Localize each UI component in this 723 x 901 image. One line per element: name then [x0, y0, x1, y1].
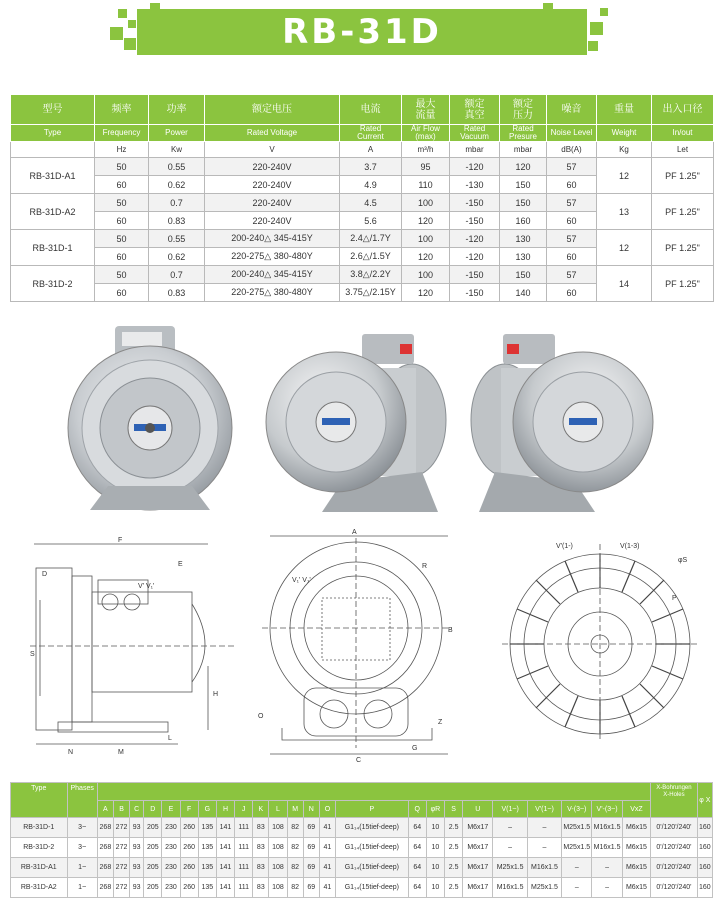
dim-row [11, 838, 713, 858]
spec-table [10, 94, 714, 302]
dim-col: Q [408, 801, 426, 818]
dim-col-xholes: X-Bohrungen X-Holes [651, 783, 697, 818]
dim-value-cell: 141 [216, 818, 234, 838]
dimension-table [10, 782, 713, 898]
dim-value-cell: 141 [216, 858, 234, 878]
dim-col-phi: φ X [697, 783, 712, 818]
dim-value-cell: 108 [269, 878, 287, 898]
flow-cell: 110 [402, 176, 450, 194]
noise-cell: 57 [547, 194, 597, 212]
power-cell: 0.55 [149, 158, 205, 176]
unit-cell: V [205, 142, 340, 158]
flow-cell: 120 [402, 284, 450, 302]
col-header-en: Power [149, 125, 205, 142]
dim-col: J [235, 801, 253, 818]
dim-value-cell: 205 [144, 878, 162, 898]
dim-value-cell: 260 [180, 878, 198, 898]
side-view-drawing [28, 536, 236, 758]
dim-type-cell: RB-31D-2 [11, 838, 68, 858]
unit-cell [11, 142, 95, 158]
dim-value-cell: 10 [426, 818, 444, 838]
dim-label: V₁' V₁' [292, 577, 311, 584]
flow-cell: 100 [402, 266, 450, 284]
voltage-cell: 220-240V [205, 212, 340, 230]
dim-value-cell: M6x15 [622, 858, 651, 878]
power-cell: 0.7 [149, 266, 205, 284]
dim-value-cell: 64 [408, 818, 426, 838]
blower-front-photo [60, 318, 240, 514]
dim-label: H [213, 691, 219, 698]
current-cell: 3.75△/2.15Y [340, 284, 402, 302]
dim-value-cell: M6x15 [622, 838, 651, 858]
dim-holes-cell: 0'/120'/240' [651, 818, 697, 838]
dim-label: A [352, 529, 357, 536]
model-type: RB-31D-1 [11, 230, 95, 266]
dim-value-cell: 135 [198, 858, 216, 878]
inout-cell: PF 1.25" [652, 194, 714, 230]
dim-label: F [118, 537, 123, 544]
freq-cell: 60 [95, 212, 149, 230]
dim-label: M [118, 749, 124, 756]
dim-value-cell: 108 [269, 858, 287, 878]
pressure-cell: 150 [500, 194, 547, 212]
dim-value-cell: 268 [97, 858, 113, 878]
dim-label: V' V₁' [138, 583, 155, 590]
vacuum-cell: -120 [450, 230, 500, 248]
dim-value-cell: 135 [198, 878, 216, 898]
col-header-en: Rated Current [340, 125, 402, 142]
dim-col-type: Type [11, 783, 68, 818]
col-header-cn: 额定电压 [205, 95, 340, 125]
spec-header-cn [11, 95, 714, 125]
dim-value-cell: M25x1.5 [527, 878, 561, 898]
dim-value-cell: 83 [253, 878, 269, 898]
dim-value-cell: 82 [287, 878, 303, 898]
voltage-cell: 220-240V [205, 176, 340, 194]
col-header-cn: 额定 真空 [450, 95, 500, 125]
front-view-drawing [252, 528, 464, 764]
dim-value-cell: 108 [269, 818, 287, 838]
pressure-cell: 120 [500, 158, 547, 176]
dim-value-cell: M25x1.5 [562, 818, 592, 838]
flow-cell: 120 [402, 212, 450, 230]
dim-phases-cell: 3~ [67, 838, 97, 858]
model-type: RB-31D-A2 [11, 194, 95, 230]
dim-value-cell: M6x15 [622, 878, 651, 898]
unit-cell: Hz [95, 142, 149, 158]
dim-col: A [97, 801, 113, 818]
current-cell: 4.5 [340, 194, 402, 212]
weight-cell: 13 [597, 194, 652, 230]
dim-value-cell: 2.5 [445, 838, 463, 858]
dim-label: E [178, 561, 183, 568]
unit-cell: dB(A) [547, 142, 597, 158]
dim-value-cell: 108 [269, 838, 287, 858]
weight-cell: 14 [597, 266, 652, 302]
dim-value-cell: 272 [113, 838, 129, 858]
spec-row [11, 266, 714, 284]
dim-col: H [216, 801, 234, 818]
spec-row [11, 230, 714, 248]
col-header-en: Frequency [95, 125, 149, 142]
dim-value-cell: 272 [113, 878, 129, 898]
power-cell: 0.55 [149, 230, 205, 248]
dim-value-cell: 141 [216, 878, 234, 898]
unit-cell: mbar [450, 142, 500, 158]
dim-value-cell: 272 [113, 858, 129, 878]
dim-label: L [168, 735, 172, 742]
dim-value-cell: 135 [198, 838, 216, 858]
dim-value-cell: 41 [319, 878, 335, 898]
dim-type-cell: RB-31D-A2 [11, 878, 68, 898]
dim-value-cell: 93 [130, 858, 144, 878]
dim-value-cell: – [592, 878, 622, 898]
noise-cell: 60 [547, 284, 597, 302]
dim-value-cell: 205 [144, 838, 162, 858]
dim-value-cell: 111 [235, 818, 253, 838]
dim-value-cell: 69 [303, 818, 319, 838]
voltage-cell: 200-240△ 345-415Y [205, 230, 340, 248]
col-header-cn: 重量 [597, 95, 652, 125]
dim-col: K [253, 801, 269, 818]
unit-cell: Kw [149, 142, 205, 158]
dim-value-cell: – [592, 858, 622, 878]
dim-value-cell: G1₁₄(15tief-deep) [335, 878, 408, 898]
dim-phases-cell: 1~ [67, 878, 97, 898]
vacuum-cell: -120 [450, 248, 500, 266]
dim-value-cell: 82 [287, 838, 303, 858]
dim-value-cell: 2.5 [445, 878, 463, 898]
noise-cell: 57 [547, 158, 597, 176]
dim-value-cell: 260 [180, 818, 198, 838]
model-type: RB-31D-2 [11, 266, 95, 302]
dim-value-cell: 268 [97, 878, 113, 898]
dim-col: B [113, 801, 129, 818]
dim-label: N [68, 749, 74, 756]
dim-col: L [269, 801, 287, 818]
dim-value-cell: M25x1.5 [562, 838, 592, 858]
voltage-cell: 220-240V [205, 158, 340, 176]
dim-label: P [672, 595, 677, 602]
dim-value-cell: 64 [408, 878, 426, 898]
dim-value-cell: 260 [180, 858, 198, 878]
col-header-cn: 型号 [11, 95, 95, 125]
power-cell: 0.62 [149, 176, 205, 194]
dim-value-cell: 272 [113, 818, 129, 838]
dim-label: G [412, 745, 418, 752]
freq-cell: 60 [95, 284, 149, 302]
dim-value-cell: 230 [162, 818, 180, 838]
model-type: RB-31D-A1 [11, 158, 95, 194]
dim-label: Z [438, 719, 443, 726]
col-header-cn: 频率 [95, 95, 149, 125]
dim-value-cell: 205 [144, 818, 162, 838]
dim-value-cell: M6x15 [622, 818, 651, 838]
dim-col-phases: Phases [67, 783, 97, 818]
dim-value-cell: 2.5 [445, 858, 463, 878]
dim-value-cell: 230 [162, 858, 180, 878]
dim-value-cell: – [493, 818, 527, 838]
dim-col: φR [426, 801, 444, 818]
pressure-cell: 130 [500, 230, 547, 248]
dim-label: R [422, 563, 428, 570]
col-header-cn: 噪音 [547, 95, 597, 125]
dim-value-cell: M16x1.5 [527, 858, 561, 878]
col-header-cn: 额定 压力 [500, 95, 547, 125]
dim-col: P [335, 801, 408, 818]
freq-cell: 60 [95, 248, 149, 266]
current-cell: 5.6 [340, 212, 402, 230]
voltage-cell: 220-275△ 380-480Y [205, 284, 340, 302]
dim-value-cell: 93 [130, 838, 144, 858]
dim-header-row [11, 801, 713, 818]
dim-value-cell: G1₁₄(15tief-deep) [335, 818, 408, 838]
spec-row [11, 194, 714, 212]
dim-value-cell: 260 [180, 838, 198, 858]
dim-col: C [130, 801, 144, 818]
noise-cell: 57 [547, 266, 597, 284]
dim-value-cell: M25x1.5 [493, 858, 527, 878]
dim-label: φS [678, 557, 688, 564]
rear-view-drawing [502, 540, 698, 740]
dim-value-cell: 135 [198, 818, 216, 838]
dim-label: O [258, 713, 264, 720]
dim-value-cell: 111 [235, 838, 253, 858]
dim-value-cell: G1₁₄(15tief-deep) [335, 838, 408, 858]
pressure-cell: 150 [500, 266, 547, 284]
page-title: RB-31D [282, 12, 442, 52]
col-header-cn: 功率 [149, 95, 205, 125]
dim-value-cell: 10 [426, 878, 444, 898]
col-header-cn: 最大 流量 [402, 95, 450, 125]
unit-cell: Let [652, 142, 714, 158]
dim-col: S [445, 801, 463, 818]
dim-value-cell: 41 [319, 858, 335, 878]
dim-col: V-(3~) [562, 801, 592, 818]
dim-holes-cell: 0'/120'/240' [651, 838, 697, 858]
current-cell: 2.4△/1.7Y [340, 230, 402, 248]
dim-value-cell: 83 [253, 818, 269, 838]
dim-row [11, 818, 713, 838]
current-cell: 3.8△/2.2Y [340, 266, 402, 284]
dim-value-cell: 230 [162, 878, 180, 898]
vacuum-cell: -150 [450, 266, 500, 284]
pressure-cell: 150 [500, 176, 547, 194]
dim-value-cell: – [527, 818, 561, 838]
dim-label: D [42, 571, 48, 578]
dim-row [11, 858, 713, 878]
dim-value-cell: – [527, 838, 561, 858]
dim-value-cell: 41 [319, 818, 335, 838]
dim-col: V(1~) [493, 801, 527, 818]
dim-value-cell: 69 [303, 878, 319, 898]
dim-label: C [356, 757, 362, 764]
dim-value-cell: 64 [408, 838, 426, 858]
unit-cell: A [340, 142, 402, 158]
col-header-en: Type [11, 125, 95, 142]
col-header-en: Weight [597, 125, 652, 142]
dim-value-cell: G1₁₄(15tief-deep) [335, 858, 408, 878]
spec-row [11, 158, 714, 176]
dim-value-cell: M16x1.5 [592, 818, 622, 838]
dim-phases-cell: 1~ [67, 858, 97, 878]
dim-value-cell: 10 [426, 858, 444, 878]
dim-col: U [463, 801, 493, 818]
vacuum-cell: -150 [450, 212, 500, 230]
dim-value-cell: 82 [287, 818, 303, 838]
col-header-en: Noise Level [547, 125, 597, 142]
dim-col: D [144, 801, 162, 818]
inout-cell: PF 1.25" [652, 266, 714, 302]
dim-col: O [319, 801, 335, 818]
vacuum-cell: -120 [450, 158, 500, 176]
dim-value-cell: – [562, 858, 592, 878]
dim-holes-cell: 0'/120'/240' [651, 858, 697, 878]
power-cell: 0.7 [149, 194, 205, 212]
dim-row [11, 878, 713, 898]
unit-cell: m³/h [402, 142, 450, 158]
dim-value-cell: M6x17 [463, 838, 493, 858]
dim-label: V(1-3) [620, 543, 640, 550]
voltage-cell: 200-240△ 345-415Y [205, 266, 340, 284]
dim-value-cell: 268 [97, 838, 113, 858]
dim-value-cell: 268 [97, 818, 113, 838]
noise-cell: 60 [547, 212, 597, 230]
vacuum-cell: -150 [450, 194, 500, 212]
current-cell: 4.9 [340, 176, 402, 194]
dim-value-cell: 205 [144, 858, 162, 878]
dim-value-cell: – [562, 878, 592, 898]
dim-value-cell: 93 [130, 818, 144, 838]
noise-cell: 57 [547, 230, 597, 248]
vacuum-cell: -150 [450, 284, 500, 302]
pressure-cell: 160 [500, 212, 547, 230]
col-header-en: Rated Voltage [205, 125, 340, 142]
dim-phi-cell: 160 [697, 858, 712, 878]
dim-col: V'-(3~) [592, 801, 622, 818]
current-cell: 2.6△/1.5Y [340, 248, 402, 266]
weight-cell: 12 [597, 158, 652, 194]
dim-value-cell: M6x17 [463, 858, 493, 878]
power-cell: 0.62 [149, 248, 205, 266]
unit-cell: mbar [500, 142, 547, 158]
dim-value-cell: 69 [303, 858, 319, 878]
dim-col: VxZ [622, 801, 651, 818]
dim-value-cell: M6x17 [463, 878, 493, 898]
current-cell: 3.7 [340, 158, 402, 176]
dim-col: E [162, 801, 180, 818]
blower-angle-photo [262, 322, 452, 516]
col-header-cn: 出入口径 [652, 95, 714, 125]
col-header-en: Rated Vacuum [450, 125, 500, 142]
inout-cell: PF 1.25" [652, 230, 714, 266]
voltage-cell: 220-240V [205, 194, 340, 212]
dim-value-cell: 93 [130, 878, 144, 898]
col-header-cn: 电流 [340, 95, 402, 125]
freq-cell: 50 [95, 194, 149, 212]
pressure-cell: 140 [500, 284, 547, 302]
flow-cell: 100 [402, 230, 450, 248]
dim-value-cell: 10 [426, 838, 444, 858]
pressure-cell: 130 [500, 248, 547, 266]
inout-cell: PF 1.25" [652, 158, 714, 194]
dim-phi-cell: 160 [697, 878, 712, 898]
dim-value-cell: 230 [162, 838, 180, 858]
dim-label: V'(1-) [556, 543, 573, 550]
dim-col: V'(1~) [527, 801, 561, 818]
spec-header-en [11, 125, 714, 142]
freq-cell: 50 [95, 266, 149, 284]
dim-value-cell: 82 [287, 858, 303, 878]
col-header-en: Air Flow (max) [402, 125, 450, 142]
freq-cell: 50 [95, 230, 149, 248]
dim-value-cell: 141 [216, 838, 234, 858]
dim-value-cell: 83 [253, 838, 269, 858]
unit-cell: Kg [597, 142, 652, 158]
dim-value-cell: M16x1.5 [493, 878, 527, 898]
power-cell: 0.83 [149, 284, 205, 302]
dim-body [11, 818, 713, 898]
dim-col: F [180, 801, 198, 818]
units-row [11, 142, 714, 158]
noise-cell: 60 [547, 176, 597, 194]
dim-value-cell: M16x1.5 [592, 838, 622, 858]
freq-cell: 50 [95, 158, 149, 176]
dim-value-cell: 111 [235, 858, 253, 878]
dim-label: B [448, 627, 453, 634]
noise-cell: 60 [547, 248, 597, 266]
dim-type-cell: RB-31D-1 [11, 818, 68, 838]
flow-cell: 100 [402, 194, 450, 212]
dim-phi-cell: 160 [697, 818, 712, 838]
dim-phases-cell: 3~ [67, 818, 97, 838]
vacuum-cell: -130 [450, 176, 500, 194]
col-header-en: Rated Presure [500, 125, 547, 142]
dim-value-cell: – [493, 838, 527, 858]
dim-type-cell: RB-31D-A1 [11, 858, 68, 878]
flow-cell: 95 [402, 158, 450, 176]
dim-header-row [11, 783, 713, 801]
freq-cell: 60 [95, 176, 149, 194]
dim-value-cell: 83 [253, 858, 269, 878]
dim-col: G [198, 801, 216, 818]
col-header-en: In/out [652, 125, 714, 142]
flow-cell: 120 [402, 248, 450, 266]
dim-value-cell: 69 [303, 838, 319, 858]
dim-value-cell: 111 [235, 878, 253, 898]
power-cell: 0.83 [149, 212, 205, 230]
dim-col: N [303, 801, 319, 818]
dim-value-cell: 41 [319, 838, 335, 858]
dim-value-cell: 2.5 [445, 818, 463, 838]
voltage-cell: 220-275△ 380-480Y [205, 248, 340, 266]
blower-rear-photo [465, 322, 655, 516]
weight-cell: 12 [597, 230, 652, 266]
dim-label: S [30, 651, 35, 658]
dim-value-cell: 64 [408, 858, 426, 878]
dim-phi-cell: 160 [697, 838, 712, 858]
dim-holes-cell: 0'/120'/240' [651, 878, 697, 898]
dim-value-cell: M6x17 [463, 818, 493, 838]
dim-col: M [287, 801, 303, 818]
